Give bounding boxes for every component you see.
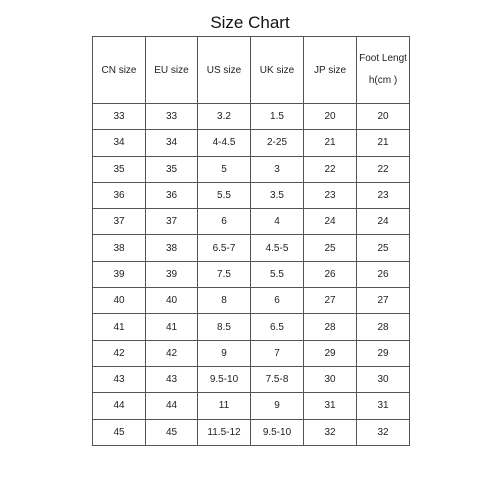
jp-size-cell: 28: [304, 314, 357, 340]
jp-size-cell: 26: [304, 261, 357, 287]
eu-size-cell: 33: [146, 104, 198, 130]
uk-size-cell: 3.5: [251, 182, 304, 208]
jp-size-cell: 29: [304, 340, 357, 366]
eu-size-cell: 45: [146, 419, 198, 445]
cn-size-cell: 38: [93, 235, 146, 261]
uk-size-cell: 2-25: [251, 130, 304, 156]
jp-size-cell: 23: [304, 182, 357, 208]
page-title: Size Chart: [210, 13, 290, 32]
foot-length-cell: 28: [357, 314, 410, 340]
eu-size-cell: 42: [146, 340, 198, 366]
table-row: [93, 288, 410, 314]
table-row: [93, 419, 410, 445]
eu-size-cell: 35: [146, 156, 198, 182]
foot-length-cell: 22: [357, 156, 410, 182]
us-size-cell: 7.5: [198, 261, 251, 287]
us-size-cell: 11: [198, 393, 251, 419]
us-size-cell: 9: [198, 340, 251, 366]
us-size-cell: 9.5-10: [198, 366, 251, 392]
table-row: [93, 104, 410, 130]
size-chart-table: [92, 36, 410, 446]
cn-size-cell: 35: [93, 156, 146, 182]
us-size-cell: 6.5-7: [198, 235, 251, 261]
table-row: [93, 261, 410, 287]
eu-size-cell: 36: [146, 182, 198, 208]
us-size-cell: 8.5: [198, 314, 251, 340]
foot-length-cell: 29: [357, 340, 410, 366]
foot-length-cell: 26: [357, 261, 410, 287]
jp-size-cell: 31: [304, 393, 357, 419]
us-size-cell: 5: [198, 156, 251, 182]
header-row: [93, 37, 410, 104]
cn-size-cell: 34: [93, 130, 146, 156]
cn-size-cell: 40: [93, 288, 146, 314]
us-size-cell: 4-4.5: [198, 130, 251, 156]
foot-length-cell: 25: [357, 235, 410, 261]
uk-size-cell: 9.5-10: [251, 419, 304, 445]
column-header-foot-length: Foot Length(cm ): [357, 37, 410, 104]
foot-length-cell: 32: [357, 419, 410, 445]
cn-size-cell: 41: [93, 314, 146, 340]
table-body: [93, 104, 410, 446]
column-header-cn-size: CN size: [93, 37, 146, 104]
us-size-cell: 11.5-12: [198, 419, 251, 445]
eu-size-cell: 41: [146, 314, 198, 340]
cn-size-cell: 39: [93, 261, 146, 287]
uk-size-cell: 5.5: [251, 261, 304, 287]
uk-size-cell: 6: [251, 288, 304, 314]
cn-size-cell: 45: [93, 419, 146, 445]
foot-length-cell: 30: [357, 366, 410, 392]
us-size-cell: 5.5: [198, 182, 251, 208]
table-row: [93, 366, 410, 392]
eu-size-cell: 37: [146, 209, 198, 235]
jp-size-cell: 30: [304, 366, 357, 392]
jp-size-cell: 24: [304, 209, 357, 235]
cn-size-cell: 44: [93, 393, 146, 419]
foot-length-cell: 31: [357, 393, 410, 419]
foot-length-cell: 23: [357, 182, 410, 208]
us-size-cell: 8: [198, 288, 251, 314]
table-row: [93, 182, 410, 208]
column-header-uk-size: UK size: [251, 37, 304, 104]
table-row: [93, 340, 410, 366]
table-row: [93, 314, 410, 340]
foot-length-cell: 24: [357, 209, 410, 235]
cn-size-cell: 37: [93, 209, 146, 235]
table-row: [93, 130, 410, 156]
us-size-cell: 6: [198, 209, 251, 235]
column-header-eu-size: EU size: [146, 37, 198, 104]
uk-size-cell: 1.5: [251, 104, 304, 130]
jp-size-cell: 27: [304, 288, 357, 314]
table-header: [93, 37, 410, 104]
eu-size-cell: 44: [146, 393, 198, 419]
column-header-jp-size: JP size: [304, 37, 357, 104]
eu-size-cell: 38: [146, 235, 198, 261]
uk-size-cell: 9: [251, 393, 304, 419]
jp-size-cell: 32: [304, 419, 357, 445]
eu-size-cell: 39: [146, 261, 198, 287]
uk-size-cell: 7: [251, 340, 304, 366]
cn-size-cell: 43: [93, 366, 146, 392]
jp-size-cell: 25: [304, 235, 357, 261]
uk-size-cell: 3: [251, 156, 304, 182]
jp-size-cell: 20: [304, 104, 357, 130]
column-header-us-size: US size: [198, 37, 251, 104]
jp-size-cell: 21: [304, 130, 357, 156]
eu-size-cell: 40: [146, 288, 198, 314]
cn-size-cell: 36: [93, 182, 146, 208]
cn-size-cell: 33: [93, 104, 146, 130]
cn-size-cell: 42: [93, 340, 146, 366]
us-size-cell: 3.2: [198, 104, 251, 130]
eu-size-cell: 43: [146, 366, 198, 392]
table-row: [93, 209, 410, 235]
uk-size-cell: 7.5-8: [251, 366, 304, 392]
foot-length-cell: 27: [357, 288, 410, 314]
jp-size-cell: 22: [304, 156, 357, 182]
eu-size-cell: 34: [146, 130, 198, 156]
uk-size-cell: 6.5: [251, 314, 304, 340]
foot-length-cell: 20: [357, 104, 410, 130]
table-row: [93, 393, 410, 419]
foot-length-cell: 21: [357, 130, 410, 156]
uk-size-cell: 4.5-5: [251, 235, 304, 261]
table-row: [93, 156, 410, 182]
table-row: [93, 235, 410, 261]
uk-size-cell: 4: [251, 209, 304, 235]
